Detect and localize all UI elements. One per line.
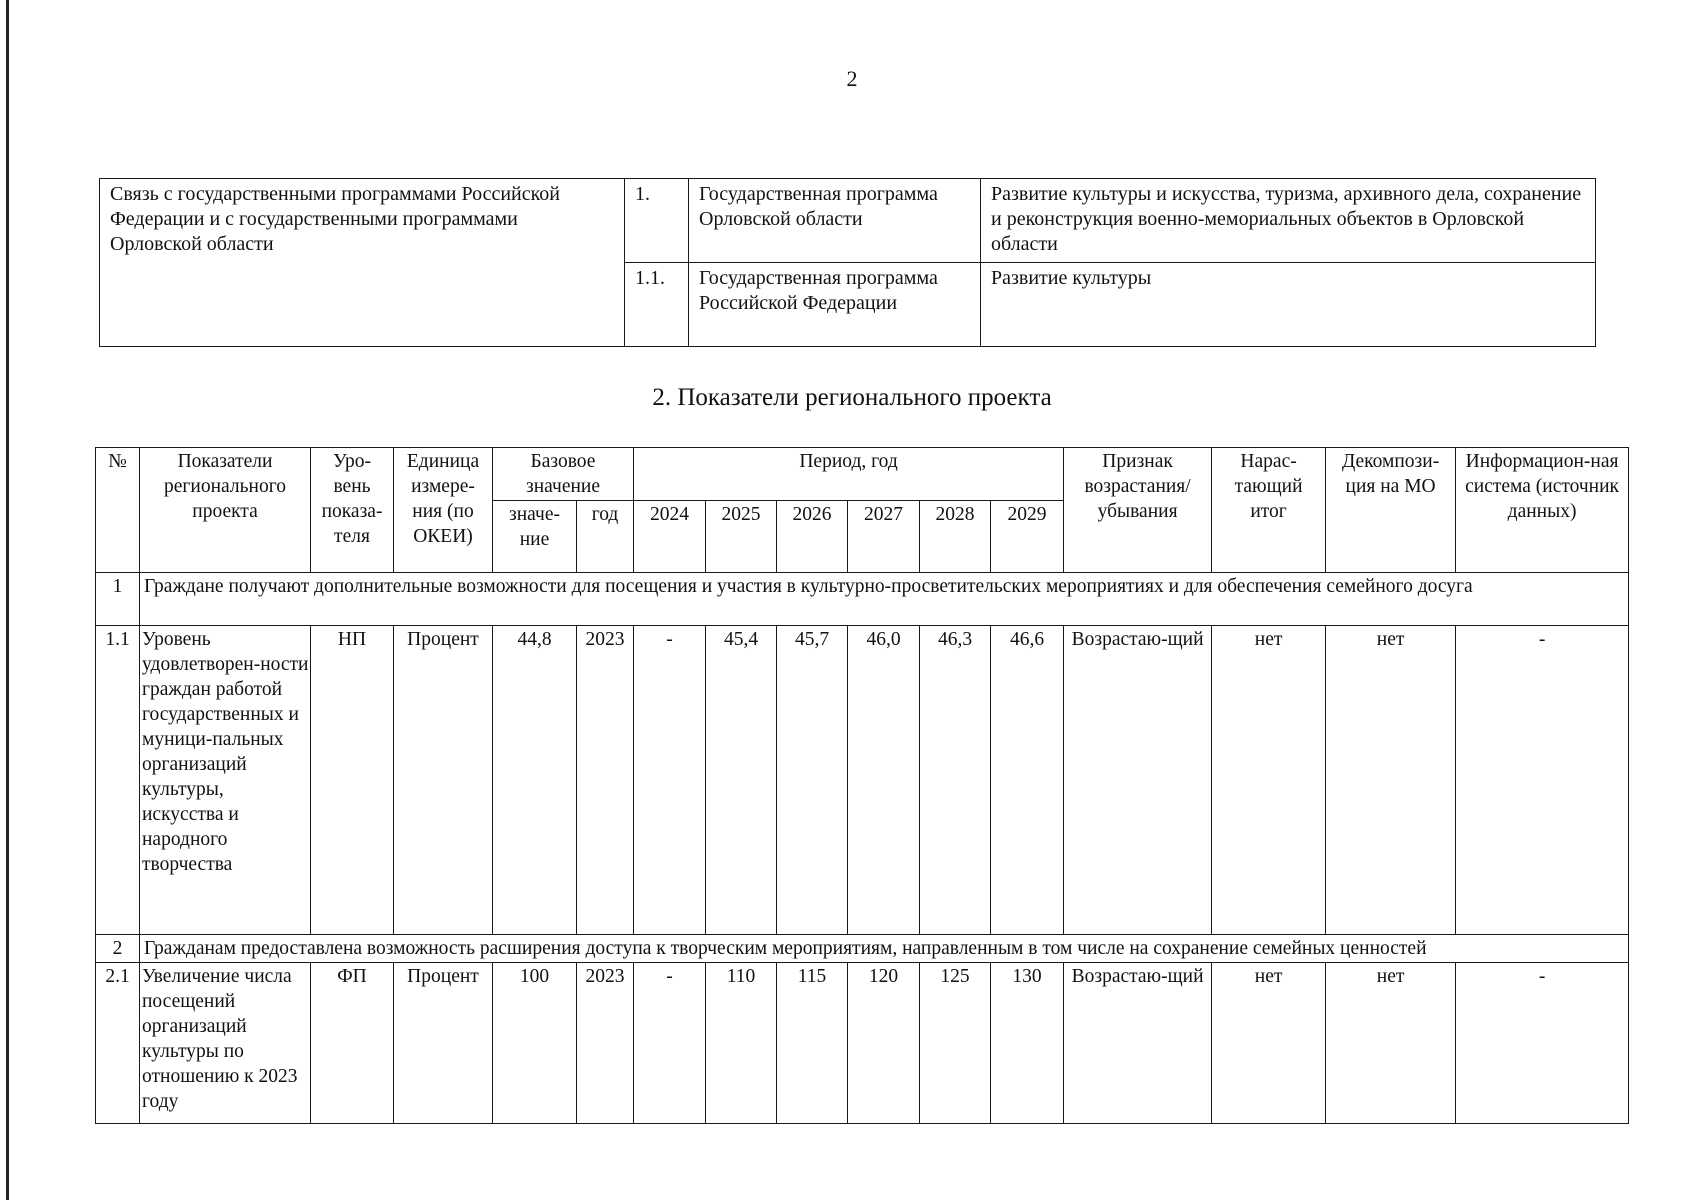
- header-base-value: значе-ние: [493, 501, 577, 573]
- indicator-name: Увеличение числа посещений организаций культуры по отношению к 2023 году: [140, 963, 311, 1124]
- indicator-value-2025: 45,4: [706, 626, 777, 935]
- indicator-value-2027: 120: [848, 963, 920, 1124]
- indicator-cumulative: нет: [1212, 626, 1326, 935]
- goal-text: Граждане получают дополнительные возможности для посещения и участия в культурно-просветительских мероприятиях и для обеспечения семейного досуга: [140, 573, 1629, 626]
- indicator-base-value: 100: [493, 963, 577, 1124]
- indicator-base-year: 2023: [577, 626, 634, 935]
- indicator-value-2025: 110: [706, 963, 777, 1124]
- page-left-border: [6, 0, 9, 1200]
- indicator-unit: Процент: [394, 963, 493, 1124]
- indicator-value-2029: 130: [991, 963, 1064, 1124]
- header-cumulative: Нарас-тающий итог: [1212, 448, 1326, 573]
- indicator-trend: Возрастаю-щий: [1064, 626, 1212, 935]
- program-name: Развитие культуры и искусства, туризма, архивного дела, сохранение и реконструкция военно-мемориальных объектов в Орловской области: [981, 179, 1596, 263]
- table-row: [100, 179, 1596, 263]
- indicator-value-2028: 125: [920, 963, 991, 1124]
- indicator-level: НП: [311, 626, 394, 935]
- table-row: [96, 626, 1629, 935]
- header-level: Уро-вень показа-теля: [311, 448, 394, 573]
- section-title: 2. Показатели регионального проекта: [652, 384, 1052, 411]
- program-links-label: Связь с государственными программами Российской Федерации и с государственными программами Орловской области: [100, 179, 625, 347]
- goal-row: [96, 935, 1629, 963]
- indicator-decomposition: нет: [1326, 963, 1456, 1124]
- indicator-value-2028: 46,3: [920, 626, 991, 935]
- indicator-value-2024: -: [634, 963, 706, 1124]
- header-indicator-name: Показатели регионального проекта: [140, 448, 311, 573]
- indicator-unit: Процент: [394, 626, 493, 935]
- indicator-num: 2.1: [96, 963, 140, 1124]
- header-year: 2025: [706, 501, 777, 573]
- header-year: 2027: [848, 501, 920, 573]
- program-num: 1.1.: [625, 263, 689, 347]
- program-type: Государственная программа Орловской области: [689, 179, 981, 263]
- header-row: [96, 448, 1629, 501]
- program-type: Государственная программа Российской Федерации: [689, 263, 981, 347]
- header-year: 2028: [920, 501, 991, 573]
- indicator-base-value: 44,8: [493, 626, 577, 935]
- goal-num: 2: [96, 935, 140, 963]
- goal-text: Гражданам предоставлена возможность расширения доступа к творческим мероприятиям, направленным в том числе на сохранение семейных ценностей: [140, 935, 1629, 963]
- goal-num: 1: [96, 573, 140, 626]
- header-base: Базовое значение: [493, 448, 634, 501]
- goal-row: [96, 573, 1629, 626]
- program-links-table: [99, 178, 1596, 347]
- indicator-name: Уровень удовлетворен-ности граждан работой государственных и муници-пальных организаций культуры, искусства и народного творчества: [140, 626, 311, 935]
- indicators-table: [95, 447, 1629, 1124]
- header-num: №: [96, 448, 140, 573]
- indicator-base-year: 2023: [577, 963, 634, 1124]
- header-decomposition: Декомпози-ция на МО: [1326, 448, 1456, 573]
- indicator-num: 1.1: [96, 626, 140, 935]
- indicator-value-2026: 45,7: [777, 626, 848, 935]
- indicator-value-2029: 46,6: [991, 626, 1064, 935]
- header-year: 2024: [634, 501, 706, 573]
- header-unit: Единица измере-ния (по ОКЕИ): [394, 448, 493, 573]
- program-num: 1.: [625, 179, 689, 263]
- table-row: [96, 963, 1629, 1124]
- indicator-value-2027: 46,0: [848, 626, 920, 935]
- indicator-info-system: -: [1456, 626, 1629, 935]
- indicator-info-system: -: [1456, 963, 1629, 1124]
- header-period: Период, год: [634, 448, 1064, 501]
- header-info-system: Информацион-ная система (источник данных): [1456, 448, 1629, 573]
- indicator-cumulative: нет: [1212, 963, 1326, 1124]
- header-year: 2026: [777, 501, 848, 573]
- indicator-trend: Возрастаю-щий: [1064, 963, 1212, 1124]
- indicator-value-2026: 115: [777, 963, 848, 1124]
- indicator-decomposition: нет: [1326, 626, 1456, 935]
- program-name: Развитие культуры: [981, 263, 1596, 347]
- page-number: 2: [846, 66, 858, 91]
- indicator-value-2024: -: [634, 626, 706, 935]
- indicator-level: ФП: [311, 963, 394, 1124]
- header-trend: Признак возрастания/ убывания: [1064, 448, 1212, 573]
- header-year: 2029: [991, 501, 1064, 573]
- header-base-year: год: [577, 501, 634, 573]
